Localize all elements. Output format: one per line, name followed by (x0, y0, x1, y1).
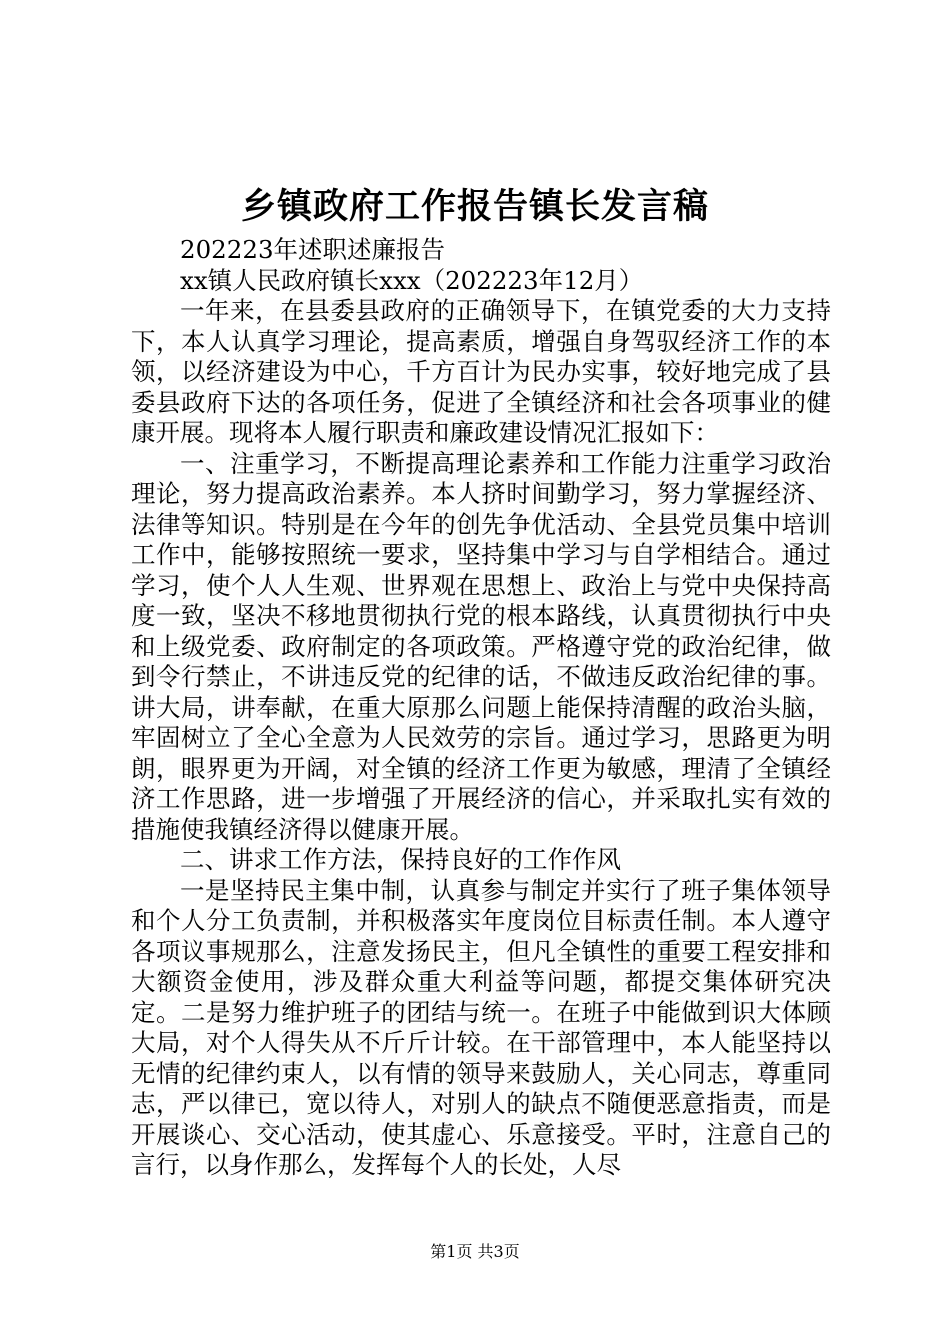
paragraph-report-heading: 202223年述职述廉报告 (180, 235, 446, 264)
document-title: 乡镇政府工作报告镇长发言稿 (240, 187, 709, 227)
paragraph-section-two-heading: 二、讲求工作方法，保持良好的工作作风 (180, 845, 621, 874)
paragraph-section-one: 一、注重学习，不断提高理论素养和工作能力注重学习政治理论，努力提高政治素养。本人挤时间勤学习，努力掌握经济、法律等知识。特别是在今年的创先争优活动、全县党员集中培训工作中，能够按照统一要求，坚持集中学习与自学相结合。通过学习，使个人人生观、世界观在思想上、政治上与党中央保持高度一致，坚决不移地贯彻执行党的根本路线，认真贯彻执行中央和上级党委、政府制定的各项政策。严格遵守党的政治纪律，做到令行禁止，不讲违反党的纪律的话，不做违反政治纪律的事。讲大局，讲奉献，在重大原那么问题上能保持清醒的政治头脑，牢固树立了全心全意为人民效劳的宗旨。通过学习，思路更为明朗，眼界更为开阔，对全镇的经济工作更为敏感，理清了全镇经济工作思路，进一步增强了开展经济的信心，并采取扎实有效的措施使我镇经济得以健康开展。 (131, 448, 831, 844)
paragraph-section-two-body: 一是坚持民主集中制，认真参与制定并实行了班子集体领导和个人分工负责制，并积极落实年度岗位目标责任制。本人遵守各项议事规那么，注意发扬民主，但凡全镇性的重要工程安排和大额资金使用，涉及群众重大利益等问题，都提交集体研究决定。二是努力维护班子的团结与统一。在班子中能做到识大体顾大局，对个人得失从不斤斤计较。在干部管理中，本人能坚持以无情的纪律约束人，以有情的领导来鼓励人，关心同志，尊重同志，严以律已，宽以待人，对别人的缺点不随便恶意指责，而是开展谈心、交心活动，使其虚心、乐意接受。平时，注意自己的言行，以身作那么，发挥每个人的长处，人尽 (131, 875, 831, 1179)
document-body (131, 235, 831, 1181)
page-footer: 第1页 共3页 (430, 1242, 520, 1261)
paragraph-intro: 一年来，在县委县政府的正确领导下，在镇党委的大力支持下，本人认真学习理论，提高素质，增强自身驾驭经济工作的本领，以经济建设为中心，千方百计为民办实事，较好地完成了县委县政府下达的各项任务，促进了全镇经济和社会各项事业的健康开展。现将本人履行职责和廉政建设情况汇报如下： (131, 296, 831, 447)
paragraph-author-line: xx镇人民政府镇长xxx（202223年12月） (180, 265, 644, 295)
